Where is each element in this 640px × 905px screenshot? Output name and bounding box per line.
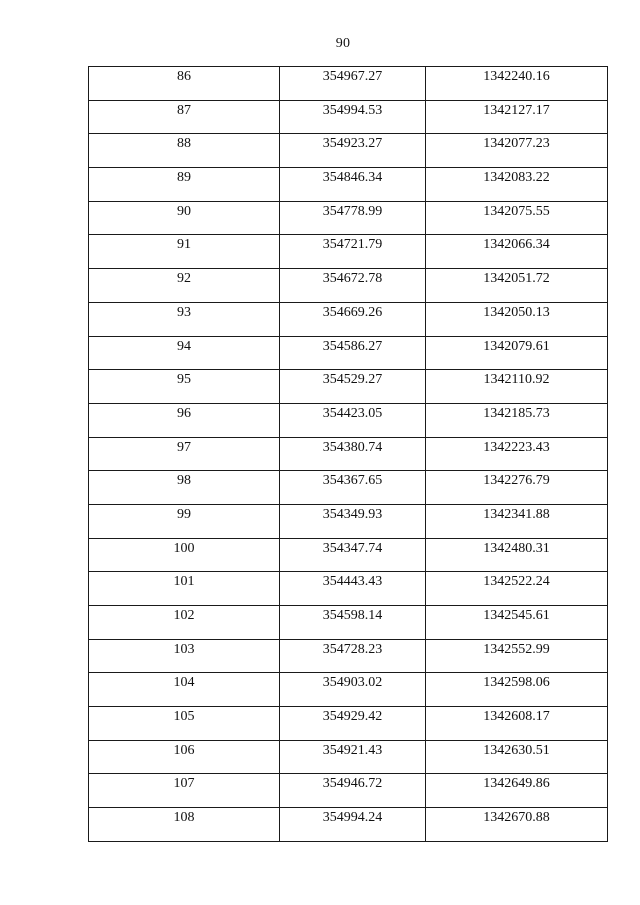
x-coordinate-cell: 354669.26 [280,302,426,336]
point-number-cell: 91 [89,235,280,269]
table-row [89,538,608,572]
x-coordinate-cell: 354946.72 [280,774,426,808]
x-coordinate-cell: 354921.43 [280,740,426,774]
point-number-cell: 93 [89,302,280,336]
y-coordinate-cell: 1342077.23 [426,134,608,168]
point-number-cell: 86 [89,67,280,101]
point-number-cell: 87 [89,100,280,134]
table-row [89,673,608,707]
table-row [89,808,608,842]
table-row [89,370,608,404]
point-number-cell: 92 [89,269,280,303]
y-coordinate-cell: 1342670.88 [426,808,608,842]
y-coordinate-cell: 1342075.55 [426,201,608,235]
y-coordinate-cell: 1342608.17 [426,707,608,741]
point-number-cell: 101 [89,572,280,606]
point-number-cell: 104 [89,673,280,707]
table-row [89,302,608,336]
table-row [89,437,608,471]
y-coordinate-cell: 1342050.13 [426,302,608,336]
point-number-cell: 100 [89,538,280,572]
table-row [89,639,608,673]
point-number-cell: 105 [89,707,280,741]
point-number-cell: 88 [89,134,280,168]
x-coordinate-cell: 354672.78 [280,269,426,303]
x-coordinate-cell: 354846.34 [280,168,426,202]
y-coordinate-cell: 1342649.86 [426,774,608,808]
table-row [89,471,608,505]
coordinates-table [88,66,608,842]
y-coordinate-cell: 1342598.06 [426,673,608,707]
table-row [89,336,608,370]
x-coordinate-cell: 354423.05 [280,403,426,437]
point-number-cell: 97 [89,437,280,471]
y-coordinate-cell: 1342522.24 [426,572,608,606]
table-row [89,774,608,808]
table-row [89,201,608,235]
y-coordinate-cell: 1342545.61 [426,606,608,640]
table-row [89,235,608,269]
x-coordinate-cell: 354923.27 [280,134,426,168]
x-coordinate-cell: 354903.02 [280,673,426,707]
point-number-cell: 95 [89,370,280,404]
x-coordinate-cell: 354994.24 [280,808,426,842]
x-coordinate-cell: 354380.74 [280,437,426,471]
table-row [89,134,608,168]
x-coordinate-cell: 354586.27 [280,336,426,370]
y-coordinate-cell: 1342079.61 [426,336,608,370]
coordinates-table-body [89,67,608,842]
point-number-cell: 106 [89,740,280,774]
x-coordinate-cell: 354349.93 [280,504,426,538]
y-coordinate-cell: 1342051.72 [426,269,608,303]
y-coordinate-cell: 1342066.34 [426,235,608,269]
table-row [89,269,608,303]
x-coordinate-cell: 354598.14 [280,606,426,640]
x-coordinate-cell: 354929.42 [280,707,426,741]
point-number-cell: 108 [89,808,280,842]
page-number: 90 [335,36,351,51]
table-row [89,504,608,538]
x-coordinate-cell: 354728.23 [280,639,426,673]
point-number-cell: 94 [89,336,280,370]
y-coordinate-cell: 1342110.92 [426,370,608,404]
y-coordinate-cell: 1342240.16 [426,67,608,101]
table-row [89,403,608,437]
x-coordinate-cell: 354994.53 [280,100,426,134]
point-number-cell: 96 [89,403,280,437]
point-number-cell: 103 [89,639,280,673]
y-coordinate-cell: 1342185.73 [426,403,608,437]
point-number-cell: 89 [89,168,280,202]
y-coordinate-cell: 1342341.88 [426,504,608,538]
table-row [89,707,608,741]
x-coordinate-cell: 354529.27 [280,370,426,404]
table-row [89,67,608,101]
x-coordinate-cell: 354367.65 [280,471,426,505]
table-row [89,100,608,134]
x-coordinate-cell: 354443.43 [280,572,426,606]
table-row [89,606,608,640]
x-coordinate-cell: 354347.74 [280,538,426,572]
point-number-cell: 99 [89,504,280,538]
point-number-cell: 107 [89,774,280,808]
y-coordinate-cell: 1342480.31 [426,538,608,572]
table-row [89,572,608,606]
y-coordinate-cell: 1342552.99 [426,639,608,673]
x-coordinate-cell: 354778.99 [280,201,426,235]
point-number-cell: 90 [89,201,280,235]
y-coordinate-cell: 1342083.22 [426,168,608,202]
y-coordinate-cell: 1342276.79 [426,471,608,505]
table-row [89,168,608,202]
point-number-cell: 98 [89,471,280,505]
x-coordinate-cell: 354721.79 [280,235,426,269]
point-number-cell: 102 [89,606,280,640]
table-row [89,740,608,774]
y-coordinate-cell: 1342630.51 [426,740,608,774]
y-coordinate-cell: 1342223.43 [426,437,608,471]
x-coordinate-cell: 354967.27 [280,67,426,101]
y-coordinate-cell: 1342127.17 [426,100,608,134]
